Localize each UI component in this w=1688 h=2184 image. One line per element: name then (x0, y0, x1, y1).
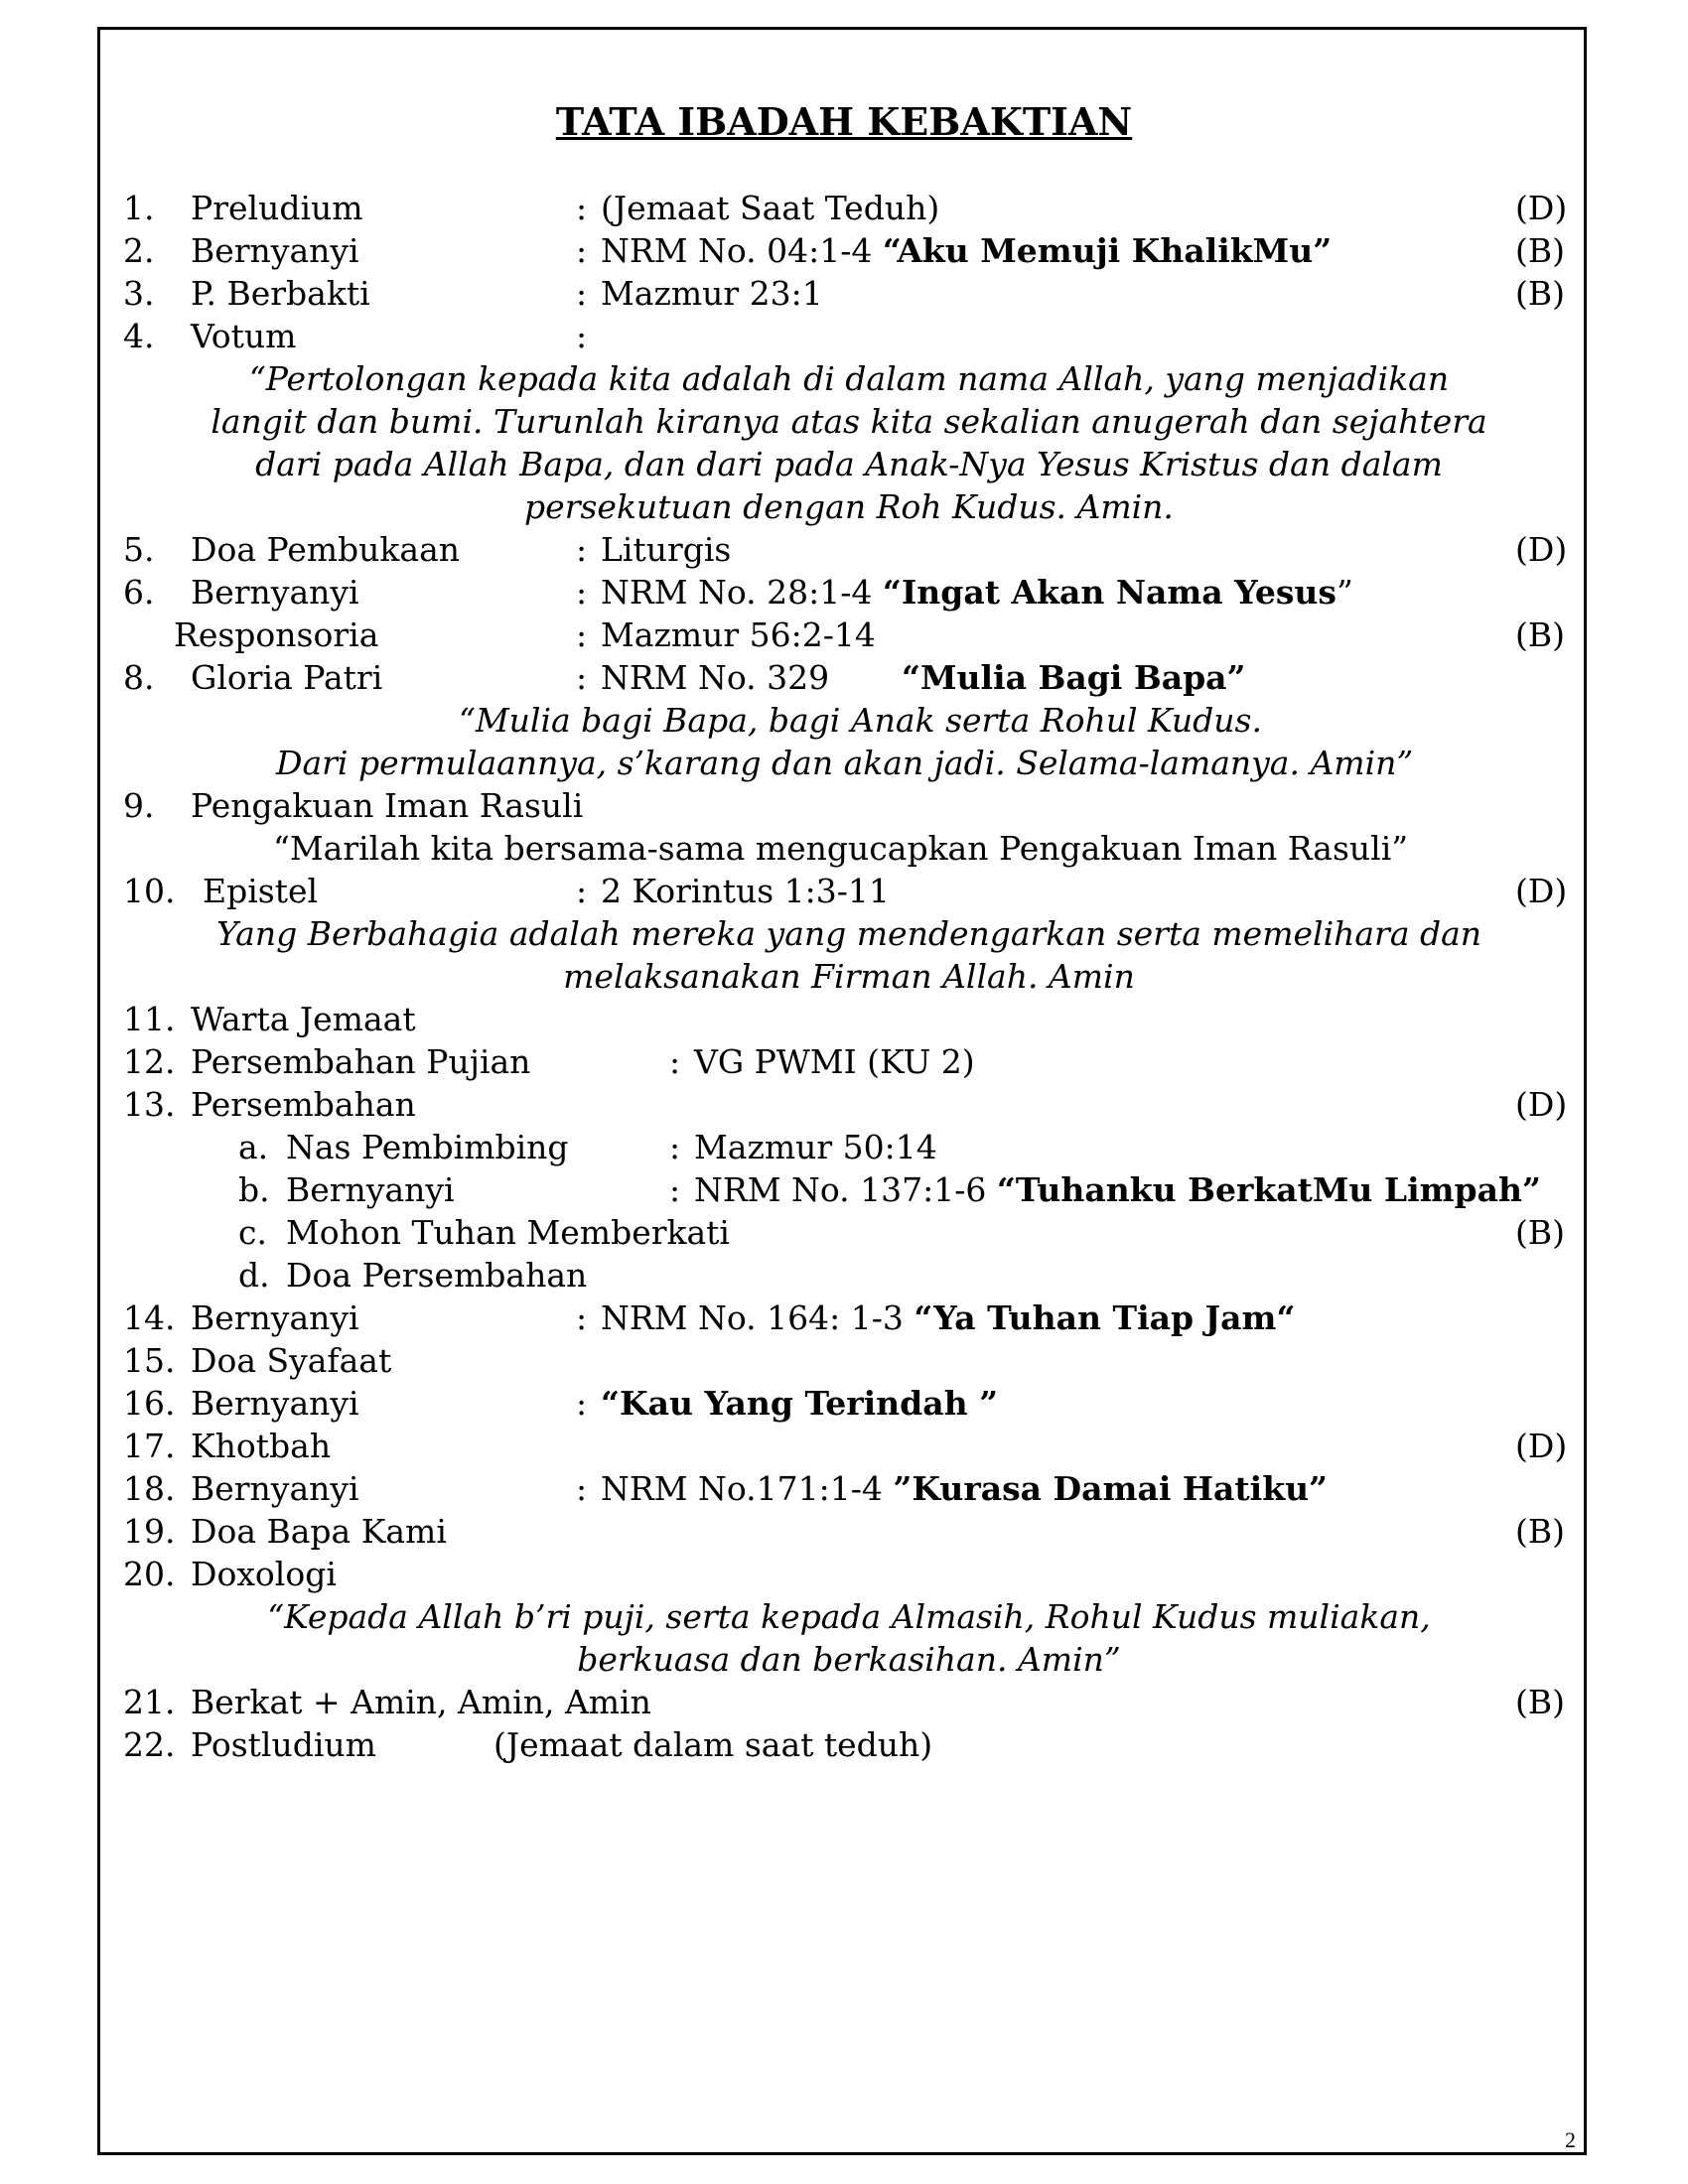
list-item-persembahan-pujian (0, 1040, 1688, 1083)
list-item-doa-pembukaan (0, 528, 1688, 571)
item-number: 2. (123, 231, 155, 270)
sub-item-letter: d. (238, 1256, 270, 1295)
item-label: Bernyanyi (191, 1298, 359, 1337)
item-separator: : (669, 1042, 681, 1081)
sub-item-doa-persembahan (0, 1254, 1688, 1297)
item-number: 22. (123, 1725, 176, 1764)
song-title: “Kau Yang Terindah ” (601, 1384, 999, 1423)
page-number: 2 (1565, 2127, 1576, 2152)
pengakuan-text-line (0, 827, 1688, 870)
item-detail-group (601, 229, 1332, 272)
item-code: (B) (1515, 1213, 1565, 1252)
list-item-doa-bapa-kami (0, 1510, 1688, 1553)
list-item-preludium (0, 187, 1688, 229)
sub-item-letter: b. (238, 1170, 270, 1209)
item-number: 6. (123, 573, 155, 612)
pengakuan-text: “Marilah kita bersama-sama mengucapkan Pengakuan Iman Rasuli” (273, 829, 1409, 868)
item-label: Doa Bapa Kami (191, 1512, 447, 1551)
item-detail: (Jemaat Saat Teduh) (601, 189, 940, 227)
item-separator: : (576, 274, 588, 313)
sub-item-letter: c. (238, 1213, 267, 1252)
item-label: Gloria Patri (191, 658, 383, 697)
item-separator: : (576, 573, 588, 612)
epistel-text-line (0, 912, 1688, 955)
list-item-khotbah (0, 1425, 1688, 1467)
item-code: (D) (1515, 189, 1568, 227)
votum-text-line (0, 485, 1688, 528)
item-detail-group (601, 1297, 1295, 1339)
item-number: 8. (123, 658, 155, 697)
sub-item-label: Doa Persembahan (286, 1256, 588, 1295)
item-detail: NRM No. 164: 1-3 (601, 1298, 914, 1337)
item-code: (D) (1515, 1085, 1568, 1124)
item-separator: : (576, 872, 588, 910)
item-separator: : (576, 530, 588, 569)
list-item-bernyanyi-16 (0, 1382, 1688, 1425)
item-detail: 2 Korintus 1:3-11 (601, 872, 890, 910)
item-code: (D) (1515, 1427, 1568, 1465)
sub-item-letter: a. (238, 1128, 269, 1166)
item-label: Bernyanyi (191, 1384, 359, 1423)
list-item-bernyanyi-6 (0, 571, 1688, 614)
item-number: 17. (123, 1427, 176, 1465)
item-separator: : (576, 1469, 588, 1508)
list-item-bernyanyi-14 (0, 1297, 1688, 1339)
sub-item-label: Mohon Tuhan Memberkati (286, 1213, 730, 1252)
item-label: Epistel (203, 872, 319, 910)
item-code: (B) (1515, 231, 1565, 270)
list-item-votum (0, 315, 1688, 357)
list-item-p-berbakti (0, 272, 1688, 315)
item-detail: NRM No. 137:1-6 (694, 1170, 997, 1209)
item-number: 5. (123, 530, 155, 569)
doxologi-text-line (0, 1638, 1688, 1681)
list-item-berkat (0, 1681, 1688, 1723)
item-number: 12. (123, 1042, 176, 1081)
votum-text-line (0, 400, 1688, 443)
sub-item-label: Nas Pembimbing (286, 1128, 569, 1166)
item-detail: NRM No.171:1-4 (601, 1469, 894, 1508)
item-detail: Mazmur 50:14 (694, 1128, 937, 1166)
list-item-gloria-patri (0, 656, 1688, 699)
item-label: Persembahan (191, 1085, 416, 1124)
item-number: 21. (123, 1683, 176, 1721)
item-detail: VG PWMI (KU 2) (694, 1042, 975, 1081)
song-title: “Tuhanku BerkatMu Limpah” (996, 1170, 1541, 1209)
item-separator: : (576, 189, 588, 227)
item-label: Postludium (191, 1725, 376, 1764)
list-item-warta-jemaat (0, 998, 1688, 1040)
item-detail: (Jemaat dalam saat teduh) (493, 1725, 933, 1764)
list-item-bernyanyi-18 (0, 1467, 1688, 1510)
votum-text-line (0, 443, 1688, 485)
doxologi-text: “Kepada Allah b’ri puji, serta kepada Almasih, Rohul Kudus muliakan, (267, 1597, 1431, 1636)
item-code: (B) (1515, 1512, 1565, 1551)
item-code: (B) (1515, 1683, 1565, 1721)
gloria-text-line (0, 699, 1688, 742)
item-number: 18. (123, 1469, 176, 1508)
item-number: 20. (123, 1555, 176, 1593)
list-item-epistel (0, 870, 1688, 912)
sub-item-mohon-tuhan (0, 1211, 1688, 1254)
votum-text: langit dan bumi. Turunlah kiranya atas kita sekalian anugerah dan sejahtera (211, 402, 1487, 441)
item-label: Doa Pembukaan (191, 530, 461, 569)
list-item-responsoria (0, 614, 1688, 656)
item-number: 13. (123, 1085, 176, 1124)
item-label: Bernyanyi (191, 573, 359, 612)
song-title: “Ya Tuhan Tiap Jam“ (914, 1298, 1296, 1337)
item-number: 19. (123, 1512, 176, 1551)
item-number: 14. (123, 1298, 176, 1337)
list-item-persembahan (0, 1083, 1688, 1126)
item-number: 4. (123, 317, 155, 355)
item-label: Doa Syafaat (191, 1341, 392, 1380)
song-title: “Mulia Bagi Bapa” (902, 658, 1246, 697)
item-detail: NRM No. 04:1-4 (601, 231, 883, 270)
item-number: 1. (123, 189, 155, 227)
item-label: Votum (191, 317, 297, 355)
gloria-text: Dari permulaannya, s’karang dan akan jadi. Selama-lamanya. Amin” (276, 744, 1414, 782)
item-label: P. Berbakti (191, 274, 370, 313)
page-title: TATA IBADAH KEBAKTIAN (555, 99, 1133, 144)
item-separator: : (576, 317, 588, 355)
votum-text: “Pertolongan kepada kita adalah di dalam nama Allah, yang menjadikan (248, 359, 1450, 398)
votum-text: persekutuan dengan Roh Kudus. Amin. (524, 487, 1174, 526)
list-item-doa-syafaat (0, 1339, 1688, 1382)
item-separator: : (576, 658, 588, 697)
list-item-bernyanyi-2 (0, 229, 1688, 272)
item-separator: : (576, 1384, 588, 1423)
sub-item-bernyanyi (0, 1168, 1688, 1211)
item-number: 9. (123, 786, 155, 825)
item-label: Pengakuan Iman Rasuli (191, 786, 584, 825)
gloria-text-line (0, 742, 1688, 784)
item-code: (D) (1515, 530, 1568, 569)
item-number: 15. (123, 1341, 176, 1380)
item-label: Bernyanyi (191, 231, 359, 270)
item-code: (B) (1515, 615, 1565, 654)
item-detail: Mazmur 23:1 (601, 274, 823, 313)
item-number: 16. (123, 1384, 176, 1423)
song-title: “Aku Memuji KhalikMu” (882, 231, 1333, 270)
item-separator: : (669, 1170, 681, 1209)
votum-text-line (0, 357, 1688, 400)
item-detail: NRM No. 329 (601, 658, 830, 697)
liturgy-list (0, 187, 1688, 1766)
doxologi-text-line (0, 1595, 1688, 1638)
item-detail-group (601, 571, 1353, 614)
item-detail: Liturgis (601, 530, 732, 569)
doxologi-text: berkuasa dan berkasihan. Amin” (577, 1640, 1121, 1679)
item-separator: : (576, 615, 588, 654)
item-label: Warta Jemaat (191, 1000, 416, 1038)
item-code: (B) (1515, 274, 1565, 313)
item-label: Preludium (191, 189, 363, 227)
song-title: ”Kurasa Damai Hatiku” (893, 1469, 1329, 1508)
item-detail: NRM No. 28:1-4 (601, 573, 883, 612)
item-separator: : (576, 1298, 588, 1337)
item-number: 3. (123, 274, 155, 313)
item-label: Bernyanyi (191, 1469, 359, 1508)
item-label: Responsoria (174, 615, 379, 654)
song-title-end: ” (1336, 573, 1353, 612)
item-separator: : (576, 231, 588, 270)
list-item-pengakuan-iman (0, 784, 1688, 827)
list-item-doxologi (0, 1553, 1688, 1595)
epistel-text-line (0, 955, 1688, 998)
item-detail-group (601, 1467, 1328, 1510)
sub-item-label: Bernyanyi (286, 1170, 455, 1209)
epistel-text: Yang Berbahagia adalah mereka yang mendengarkan serta memelihara dan (215, 914, 1482, 953)
item-number: 11. (123, 1000, 176, 1038)
item-label: Khotbah (191, 1427, 332, 1465)
item-detail: Mazmur 56:2-14 (601, 615, 876, 654)
item-detail-group (694, 1168, 1541, 1211)
votum-text: dari pada Allah Bapa, dan dari pada Anak-Nya Yesus Kristus dan dalam (255, 445, 1443, 483)
item-label: Persembahan Pujian (191, 1042, 531, 1081)
song-title: “Ingat Akan Nama Yesus (882, 573, 1336, 612)
item-separator: : (669, 1128, 681, 1166)
gloria-text: “Mulia bagi Bapa, bagi Anak serta Rohul Kudus. (459, 701, 1262, 740)
epistel-text: melaksanakan Firman Allah. Amin (563, 957, 1135, 996)
sub-item-nas-pembimbing (0, 1126, 1688, 1168)
item-number: 10. (123, 872, 176, 910)
list-item-postludium (0, 1723, 1688, 1766)
item-code: (D) (1515, 872, 1568, 910)
item-label: Berkat + Amin, Amin, Amin (191, 1683, 651, 1721)
item-label: Doxologi (191, 1555, 337, 1593)
